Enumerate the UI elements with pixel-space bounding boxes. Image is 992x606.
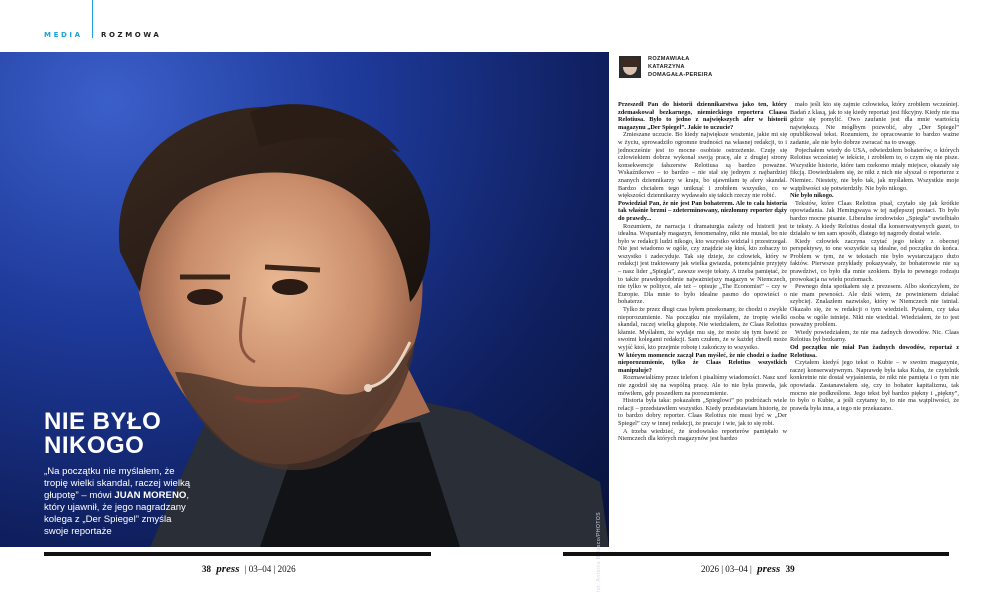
interview-question: W którym momencie zaczął Pan myśleć, że nie chodzi o żadne nieporozumienie, tylko że Claas Relotius wszystkich manipuluje? bbox=[618, 351, 787, 374]
article-paragraph: Historia była taka: pokazałem „Spieglowi” po podróżach wiele relacji – przedstawiłem wszystko. Kiedy przedstawiam historię, że to bardzo dobry reporter. Claas Relotius nie musi być w „Der Spiegel” czy w innej redakcji, że pracuje i wie, jak to się robi. bbox=[618, 397, 787, 427]
article-paragraph: Wtedy powiedziałem, że nie ma żadnych dowodów. Nic. Claas Relotius był bezkarny. bbox=[790, 328, 959, 344]
article-paragraph: Pojechałem wtedy do USA, odwiedziłem bohaterów, o których Relotius wcześniej w tekście, i zrobiłem to, o czym się nie pisze. Wszystkie historie, które tam rzekomo miały miejsce, okazały się fikcją. Dowiedziałem się, że nikt z nich nie słyszał o reporterze z Niemiec. Niestety, nie było tak, jak myślałem. Wszystkie moje wątpliwości się potwierdziły. Nie było nikogo. bbox=[790, 146, 959, 192]
page-number-right: 39 bbox=[785, 564, 795, 574]
headline-line-1: NIE BYŁO bbox=[44, 408, 162, 435]
footer-rule-left bbox=[44, 552, 431, 556]
section-label: MEDIA bbox=[44, 31, 83, 39]
page-number-left: 38 bbox=[202, 564, 211, 574]
interview-question: Od początku nie miał Pan żadnych dowodów, reportaż z Relotiusa. bbox=[790, 344, 959, 359]
author-avatar bbox=[619, 56, 641, 78]
article-paragraph: Rozmawialiśmy przez telefon i pisaliśmy wiadomości. Nasz szef nie zgodził się na wspólną pracę. Ale to nie była prawda, jak mówiłem, gdy poszedłem na porozumienie. bbox=[618, 374, 787, 397]
issue-date-right: 2026 | 03–04 | bbox=[701, 564, 752, 574]
article-column-2 bbox=[790, 101, 959, 548]
author-byline bbox=[648, 55, 712, 79]
interview-question: Powiedział Pan, że nie jest Pan bohaterem. Ale to cała historia tak właśnie brzmi – zdeterminowany, niezłomny reporter dąży do prawdy... bbox=[618, 199, 787, 222]
article-paragraph: Pewnego dnia spotkałem się z prezesem. Albo skończyłem, że nie mam pewności. Ale dziś wiem, że powinienem działać szybciej. Znalazłem nazwisko, który w Niemczech nie istniał. Okazało się, że w redakcji o tym wiedzieli. Pytałem, czy taka osoba w ogóle istnieje. Nikt nie wiedział. Wiedziałem, że to jest poważny problem. bbox=[790, 283, 959, 329]
interview-question: Przeszedł Pan do historii dziennikarstwa jako ten, który zdemaskował bezkarnego, niemieckiego reportera Claasa Relotiusa. Było to jedno z największych afer w historii magazynu „Der Spiegel”. Jakie to uczucie? bbox=[618, 101, 787, 131]
article-paragraph: Tylko że przez długi czas byłem przekonany, że chodzi o zwykłe nieporozumienie. Na początku nie myślałem, że tropię wielki skandal, raczej wielką głupotę. Nie wiedziałem, że Claas Relotius kłamie. Myślałem, że wydaje mu się, że może się tym bawić ze swoimi kolegami redakcji. Sam czułem, że w każdej chwili może wyjść ktoś, kto przejmie robotę i zakończy to wszystko. bbox=[618, 306, 787, 351]
article-paragraph: Tekstów, które Claas Relotius pisał, czytało się jak krótkie opowiadania. Jak Hemingwaya w tej najlepszej postaci. To było bardzo mocne pisanie. Liberalne środowisko „Spiegla” uwielbiało te teksty. A kiedy Relotius dostał dla konserwatywnych gazet, to działało w ten sam sposób, dlatego tej nagrody dostał wiele. bbox=[790, 199, 959, 238]
lead-text-before: „Na początku nie myślałem, że tropię wielki skandal, raczej wielką głupotę” – mówi bbox=[44, 466, 191, 501]
lead-name: JUAN MORENO bbox=[114, 490, 187, 501]
headline bbox=[44, 410, 161, 458]
article-paragraph: Rozumiem, że narracja i dramaturgia zależy od historii jest idealna. Wspaniały magazyn, fenomenalny, nikt nie musiał, bo nie było w redakcji ludzi nikogo, kto wszystko widział i przestrzegał. Nie jest wiadomo w ogóle, czy znajdzie się ktoś, kto zobaczy to wszystko i zadecyduje. Tak się dzieje, że człowiek, który w redakcji jest traktowany jak wielka gwiazda, potencjalnie przyjęty – nasz lider „Spiegla”, zawsze swoje teksty. A trzeba pamiętać, że to także prawdopodobnie najważniejszy magazyn w Niemczech, nie tylko w polityce, ale też – opisuje „The Economist” – czy w Europie. Dla mnie to było idealne pasmo do opowieści o bohaterze. bbox=[618, 222, 787, 306]
headline-line-2: NIKOGO bbox=[44, 432, 145, 459]
article-paragraph: Zmieszane uczucie. Bo kiedy największe wrażenie, jakie mi się w życiu, sprowadziło ogromne trudności na własnej redakcji, to i jednocześnie jest to mocne osobiste ostrzeżenie. Czuję się człowiekiem dobrze wykonał swoją pracę, ale z drugiej strony konsekwencje fałszerstw Relotiusa są bardzo poważne. Wskaźnikowo – to bardzo – nie stał się jednym z najbardziej znanych dziennikarzy w kraju, bo ujawniłam tę afery skandal. Bardzo chciałem tego uniknąć i zrobiłem wszystko, co w większości dziennikarzy wydawało się takich rzeczy nie robić. bbox=[618, 131, 787, 200]
footer-rule-right bbox=[563, 552, 949, 556]
author-line-1: ROZMAWIAŁA bbox=[648, 56, 690, 62]
article-column-1 bbox=[618, 101, 787, 548]
article-paragraph: Czytałem kiedyś jego tekst o Kubie – w swoim magazynie, raczej konserwatywnym. Naprawdę była taka Kuba, że czytelnik konkretnie nie dostał wyjaśnienia, że nikt nie pamięta i o tym nie opowiada. Zastanawiałem się, czy to bohater kapitalizmu, tak mocno nie podkreślone. Jego tekst był bardzo piękny i „piękny”, to było o Kubie, a jeśli czytamy to, to nie ma wątpliwości, że prawda była inna, a tego nie przekazano. bbox=[790, 359, 959, 412]
section-sublabel: ROZMOWA bbox=[101, 31, 162, 39]
article-paragraph: mało jeśli kto się zajmie człowieka, który zrobiłem wcześniej. Badań z klasą, jak to się kiedy reportaż jest fikcyjny. Kiedy nie ma gdzie się pomylić. Owo zaufanie jest dla mnie wartością największą. Nie mógłbym pozwolić, aby „Der Spiegel” opublikował tekst. Rozumiem, że opracowanie to bardzo ważne zadanie, ale nie było dobrze zwracać na to uwagę. bbox=[790, 101, 959, 146]
lead-paragraph bbox=[44, 466, 194, 538]
author-line-3: DOMAGAŁA-PEREIRA bbox=[648, 72, 713, 78]
article-paragraph: Kiedy człowiek zaczyna czytać jego teksty z obecnej perspektywy, to one wszystkie są idealne, od początku do końca. Problem w tym, że w tekstach nie było wystarczająco dużo faktów. Pierwsze przykłady pokazywały, że bohaterowie nie są prawdziwi, co było dla mnie szokiem. Była to pewnego rodzaju prowokacja na wielu poziomach. bbox=[790, 237, 959, 283]
issue-date-left: | 03–04 | 2026 bbox=[244, 564, 296, 574]
photo-credit bbox=[596, 582, 602, 592]
folio-left bbox=[202, 563, 296, 575]
author-line-2: KATARZYNA bbox=[648, 64, 685, 70]
lead-text-after: , który ujawnił, że jego nagradzany kolega z „Der Spiegel” zmyśla swoje reportaże bbox=[44, 490, 190, 537]
article-paragraph: A trzeba wiedzieć, że środowisko reporterów pamiętało w Niemczech dla których magazynów jest bardzo bbox=[618, 427, 787, 443]
folio-right bbox=[701, 563, 795, 575]
magazine-name-right: press bbox=[757, 563, 781, 575]
interview-question: Nie było nikogo. bbox=[790, 192, 834, 200]
magazine-name-left: press bbox=[216, 563, 240, 575]
section-divider bbox=[92, 0, 93, 38]
